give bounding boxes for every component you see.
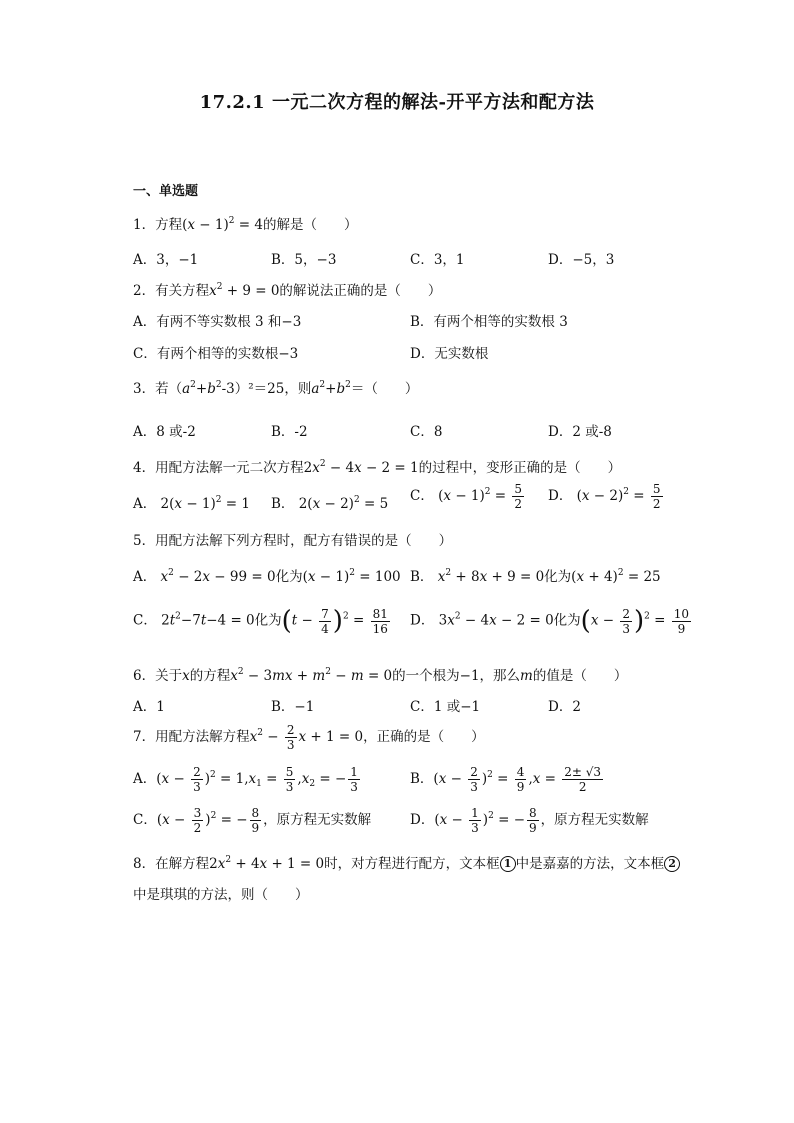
q7-option-b[interactable]: B．(x − $\frac{2}{3}$ )$^2$ = $\frac{4}{9}$ ,x = $\frac{2\pm √3}{2}$ — [410, 765, 602, 794]
section-heading: 一、单选题 — [133, 184, 199, 199]
q1-option-c[interactable]: C．3，1 — [410, 252, 465, 268]
q7-option-a[interactable]: A．(x − $\frac{2}{3}$ )$^2 = 1,x_1$ = $\frac{5}{3}$ $,x_2$ = − $\frac{1}{3}$ — [133, 765, 358, 794]
q2-option-d[interactable]: D．无实数根 — [410, 346, 489, 362]
q4-option-c[interactable]: C． $(x - 1)^2$ = $\frac{5}{2}$ — [410, 482, 523, 511]
q5-option-b[interactable]: B． $x^2 + 8x + 9 = 0$化为$(x + 4)^2 = 25$ — [410, 568, 661, 585]
q6-option-d[interactable]: D．2 — [548, 699, 581, 715]
q2-option-c[interactable]: C．有两个相等的实数根−3 — [133, 346, 299, 362]
question-7: 7．用配方法解方程$x^2$ − $\frac{2}{3}$ x + 1 = 0，正确的是（ ） — [133, 723, 485, 752]
q3-option-c[interactable]: C．8 — [410, 424, 443, 440]
q3-option-d[interactable]: D．2 或-8 — [548, 424, 612, 440]
q4-option-d[interactable]: D． $(x - 2)^2$ = $\frac{5}{2}$ — [548, 482, 661, 511]
question-2: 2．有关方程$x^2 + 9 = 0$的解说法正确的是（ ） — [133, 282, 442, 299]
q6-option-b[interactable]: B．−1 — [271, 699, 315, 715]
q1-option-d[interactable]: D．−5，3 — [548, 252, 615, 268]
q4-option-a[interactable]: A． $2(x - 1)^2 = 1$ — [133, 495, 250, 512]
q6-option-a[interactable]: A．1 — [133, 699, 165, 715]
q1-option-a[interactable]: A．3，−1 — [133, 252, 199, 268]
question-8-line2: 中是琪琪的方法，则（ ） — [133, 887, 309, 903]
question-1: 1．方程$(x - 1)^2 = 4$的解是（ ） — [133, 216, 358, 233]
question-4: 4．用配方法解一元二次方程$2x^2 - 4x - 2 = 1$的过程中，变形正确的是（ ） — [133, 459, 622, 476]
q3-option-b[interactable]: B．-2 — [271, 424, 308, 440]
page-title: 17.2.1 一元二次方程的解法-开平方法和配方法 — [199, 92, 595, 113]
q7-option-d[interactable]: D．(x − $\frac{1}{3}$ )$^2$ = − $\frac{8}{9}$ ，原方程无实数解 — [410, 806, 649, 835]
circled-number-2: 2 — [664, 856, 680, 872]
q5-option-c[interactable]: C． $2t^2-7t-4 = 0$化为(t − $\frac{7}{4}$ )$^2$ = $\frac{81}{16}$ — [133, 606, 388, 636]
question-6: 6．关于x的方程$x^2 - 3mx + m^2 - m = 0$的一个根为−1，那么m的值是（ ） — [133, 667, 628, 684]
q5-option-a[interactable]: A． $x^2 - 2x - 99 = 0$化为$(x - 1)^2 = 100$ — [133, 568, 401, 585]
q2-option-a[interactable]: A．有两不等实数根 3 和−3 — [133, 314, 302, 330]
q4-option-b[interactable]: B． $2(x - 2)^2 = 5$ — [271, 495, 389, 512]
question-3: 3．若$(a^2+b^2-3)^2=25$，则$a^2+b^2=$（ ） — [133, 380, 419, 397]
q1-option-b[interactable]: B．5，−3 — [271, 252, 337, 268]
question-5: 5．用配方法解下列方程时，配方有错误的是（ ） — [133, 533, 453, 549]
q7-option-c[interactable]: C．(x − $\frac{3}{2}$ )$^2$ = − $\frac{8}{9}$ ，原方程无实数解 — [133, 806, 372, 835]
question-8: 8．在解方程$2x^2 + 4x + 1 = 0$时，对方程进行配方，文本框 1 中是嘉嘉的方法，文本框 2 — [133, 852, 680, 872]
q3-option-a[interactable]: A．8 或-2 — [133, 424, 196, 440]
q2-option-b[interactable]: B．有两个相等的实数根 3 — [410, 314, 568, 330]
q6-option-c[interactable]: C．1 或−1 — [410, 699, 481, 715]
q5-option-d[interactable]: D． $3x^2 - 4x - 2 = 0$化为(x − $\frac{2}{3}$ )$^2$ = $\frac{10}{9}$ — [410, 606, 690, 636]
circled-number-1: 1 — [500, 856, 516, 872]
